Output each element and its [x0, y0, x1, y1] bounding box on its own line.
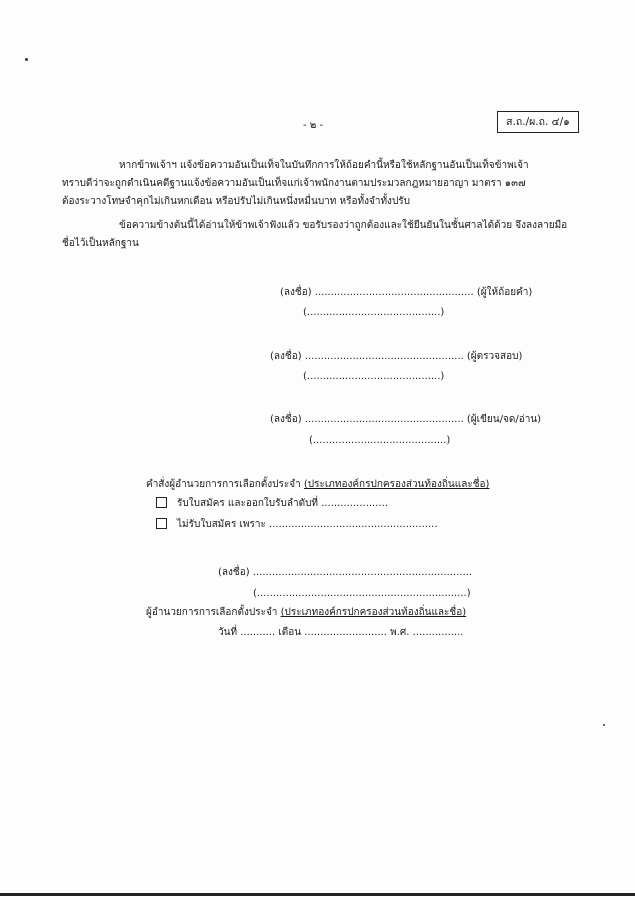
director-title-org: (ประเภทองค์กรปกครองส่วนท้องถิ่นและชื่อ): [280, 607, 467, 618]
accept-checkbox[interactable]: [156, 497, 167, 508]
signature-inspector: (ลงชื่อ) .................................................. (ผู้ตรวจสอบ): [270, 351, 523, 362]
reject-checkbox[interactable]: [156, 518, 167, 529]
director-title: [146, 606, 466, 620]
order-heading: [146, 478, 489, 492]
scan-bottom-edge: [0, 893, 635, 896]
signature-writer: (ลงชื่อ) .................................................. (ผู้เขียน/จด/อ่าน): [270, 414, 542, 425]
signature-informant-name: (..........................................): [303, 307, 445, 318]
director-title-prefix: ผู้อำนวยการการเลือกตั้งประจำ: [146, 607, 281, 618]
paragraph2-line2: ชื่อไว้เป็นหลักฐาน: [62, 238, 139, 249]
signature-inspector-name: (..........................................): [303, 371, 445, 382]
paragraph1-line2: ทราบดีว่าจะถูกดำเนินคดีฐานแจ้งข้อความอันเป็นเท็จแก่เจ้าพนักงานตามประมวลกฎหมายอาญา มาตรา ๑๓๗: [62, 178, 526, 189]
order-heading-org: (ประเภทองค์กรปกครองส่วนท้องถิ่นและชื่อ): [303, 479, 490, 490]
director-name: (..................................................................): [253, 588, 471, 599]
accept-option-label: รับใบสมัคร และออกใบรับลำดับที่ .....................: [177, 498, 388, 509]
signature-writer-name: (..........................................): [309, 435, 451, 446]
signature-informant: (ลงชื่อ) .................................................. (ผู้ให้ถ้อยคำ): [280, 287, 533, 298]
paragraph1-line1: หากข้าพเจ้าฯ แจ้งข้อความอันเป็นเท็จในบันทึกการให้ถ้อยคำนี้หรือใช้หลักฐานอันเป็นเท็จข้าพเจ้า: [119, 160, 529, 171]
order-heading-prefix: คำสั่งผู้อำนวยการการเลือกตั้งประจำ: [146, 479, 304, 490]
scan-speck: [25, 58, 28, 61]
scan-speck: [603, 724, 605, 726]
paragraph2-line1: ข้อความข้างต้นนี้ได้อ่านให้ข้าพเจ้าฟังแล้ว ขอรับรองว่าถูกต้องและใช้ยืนยันในชั้นศาลได้ด้วย จึงลงลายมือ: [119, 220, 568, 231]
director-signature: (ลงชื่อ) .....................................................................: [218, 567, 473, 578]
page-number: - ๒ -: [303, 120, 324, 131]
form-code-box: ส.ถ./ผ.ถ. ๔/๑: [497, 111, 579, 133]
paragraph1-line3: ต้องระวางโทษจำคุกไม่เกินหกเดือน หรือปรับไม่เกินหนึ่งหมื่นบาท หรือทั้งจำทั้งปรับ: [62, 196, 411, 207]
order-date-line: วันที่ ........... เดือน .......................... พ.ศ. ................: [218, 627, 464, 638]
reject-option-label: ไม่รับใบสมัคร เพราะ .....................................................: [177, 519, 438, 530]
